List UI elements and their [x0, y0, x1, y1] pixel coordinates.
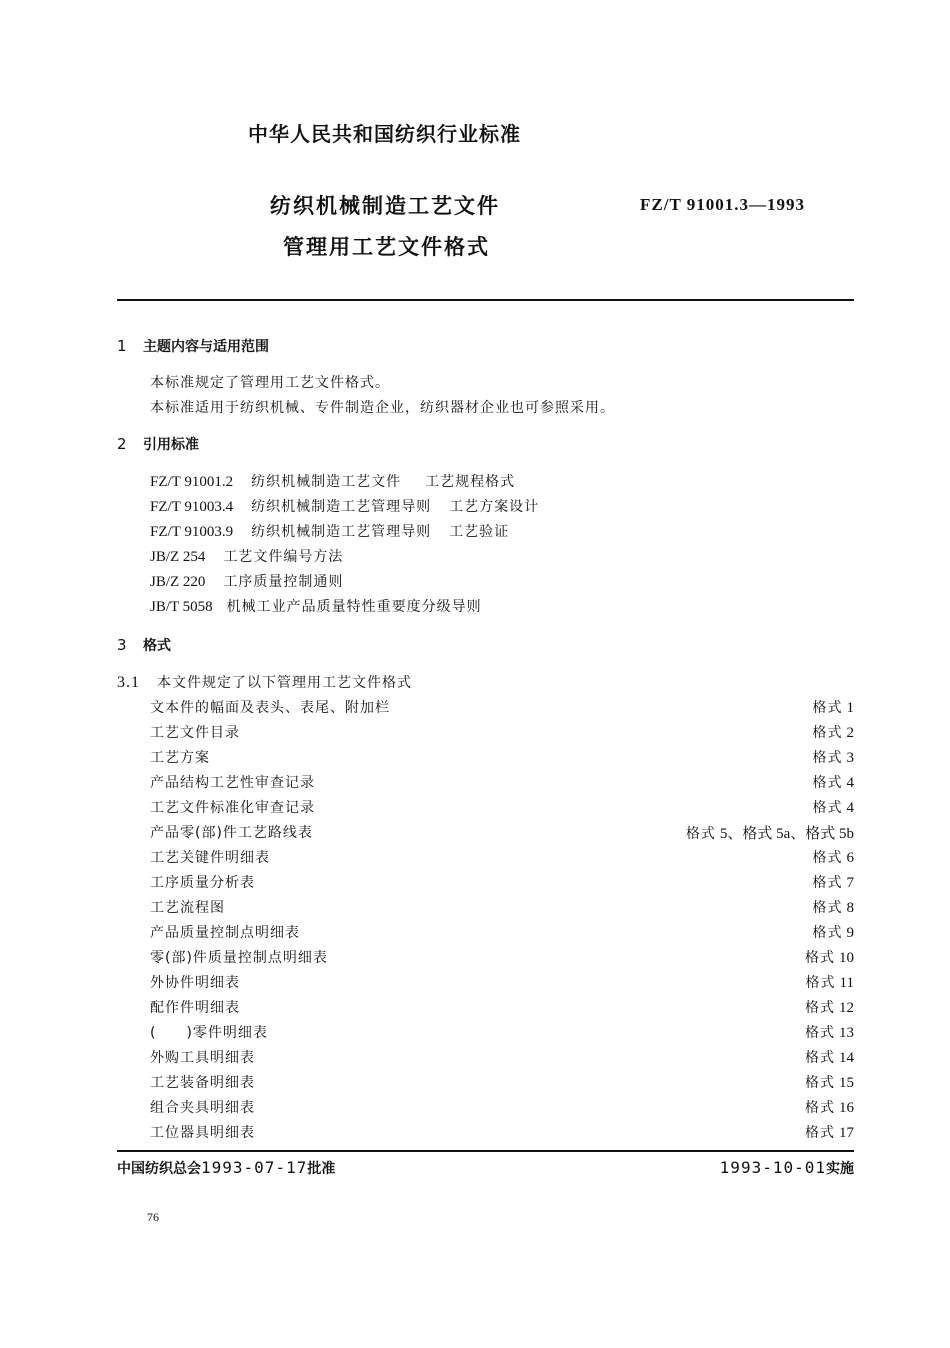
format-label: 格式 — [685, 826, 716, 842]
format-number: 17 — [839, 1125, 854, 1141]
reference-title: 纺织机械制造工艺管理导则 — [251, 499, 432, 515]
format-number: 8 — [846, 900, 854, 916]
reference-subtitle: 工艺验证 — [449, 524, 510, 540]
format-ref — [813, 897, 855, 917]
format-label: 格式 — [812, 700, 843, 716]
format-number: 15 — [839, 1075, 854, 1091]
reference-title: 纺织机械制造工艺管理导则 — [251, 524, 432, 540]
format-label: 格式 — [812, 925, 843, 941]
format-name: 工艺关键件明细表 — [150, 850, 270, 866]
reference-code: FZ/T 91001.2 — [150, 474, 234, 490]
format-row — [150, 1047, 854, 1067]
section1-heading — [117, 336, 269, 356]
format-label: 格式 — [812, 900, 843, 916]
format-number: 12 — [839, 1000, 854, 1016]
format-label: 格式 — [805, 1025, 835, 1041]
implementation-line — [720, 1158, 854, 1178]
bottom-divider — [117, 1150, 854, 1152]
format-row — [150, 747, 854, 767]
section2-heading — [117, 434, 199, 454]
format-ref — [813, 747, 855, 767]
reference-subtitle: 工艺规程格式 — [425, 474, 516, 490]
format-number: 10 — [839, 950, 854, 966]
format-number: 14 — [839, 1050, 854, 1066]
format-ref — [813, 922, 855, 942]
reference-title: 机械工业产品质量特性重要度分级导则 — [226, 599, 482, 615]
section3-heading — [117, 635, 171, 655]
format-label: 格式 — [805, 1125, 835, 1141]
format-name: 零(部)件质量控制点明细表 — [150, 950, 328, 966]
format-name: 组合夹具明细表 — [150, 1100, 255, 1116]
reference-code: FZ/T 91003.4 — [150, 499, 234, 515]
format-ref — [805, 997, 854, 1017]
issuer-header: 中华人民共和国纺织行业标准 — [248, 122, 521, 146]
reference-code: JB/T 5058 — [150, 599, 213, 615]
format-row — [150, 1022, 854, 1042]
section1-para1: 本标准规定了管理用工艺文件格式。 — [150, 375, 390, 391]
reference-title: 工艺文件编号方法 — [223, 549, 344, 565]
format-row — [150, 897, 854, 917]
format-ref — [813, 722, 855, 742]
format-row — [150, 1122, 854, 1142]
format-row — [150, 947, 854, 967]
format-number: 11 — [839, 975, 854, 991]
reference-subtitle: 工艺方案设计 — [449, 499, 540, 515]
approval-line — [117, 1158, 335, 1178]
format-number: 4 — [846, 800, 854, 816]
document-title-line1: 纺织机械制造工艺文件 — [270, 194, 500, 218]
format-number: 3 — [846, 750, 854, 766]
format-label: 格式 — [812, 750, 843, 766]
format-name: 工艺装备明细表 — [150, 1075, 255, 1091]
format-number: 9 — [846, 925, 854, 941]
section1-number: 1 — [117, 337, 127, 355]
format-number: 2 — [846, 725, 854, 741]
reference-code: FZ/T 91003.9 — [150, 524, 234, 540]
section2-title: 引用标准 — [143, 437, 199, 453]
page-number: 76 — [147, 1210, 159, 1224]
reference-item — [150, 546, 343, 566]
format-name: 工位器具明细表 — [150, 1125, 255, 1141]
format-label: 格式 — [812, 725, 843, 741]
format-label: 格式 — [805, 1000, 835, 1016]
format-label: 格式 — [812, 850, 843, 866]
format-row — [150, 922, 854, 942]
format-name: 产品零(部)件工艺路线表 — [150, 825, 313, 841]
format-name: 工序质量分析表 — [150, 875, 255, 891]
subsection-3-1 — [117, 672, 412, 692]
format-row — [150, 872, 854, 892]
format-name: 配作件明细表 — [150, 1000, 240, 1016]
reference-item — [150, 496, 539, 516]
format-name: 文本件的幅面及表头、表尾、附加栏 — [150, 700, 390, 716]
format-row — [150, 822, 854, 843]
format-label: 格式 — [805, 1075, 835, 1091]
reference-item — [150, 471, 515, 491]
implementation-date: 1993-10-01 — [719, 1158, 826, 1177]
format-name: 产品质量控制点明细表 — [150, 925, 300, 941]
format-row — [150, 697, 854, 717]
format-row — [150, 772, 854, 792]
format-label: 格式 — [805, 975, 836, 991]
reference-title: 纺织机械制造工艺文件 — [251, 474, 402, 490]
section1-para2: 本标准适用于纺织机械、专件制造企业，纺织器材企业也可参照采用。 — [150, 400, 615, 416]
format-name: 外协件明细表 — [150, 975, 240, 991]
format-label: 格式 — [805, 1050, 835, 1066]
subsection-title: 本文件规定了以下管理用工艺文件格式 — [157, 675, 412, 691]
format-row — [150, 1072, 854, 1092]
format-row — [150, 797, 854, 817]
format-ref — [805, 1072, 854, 1092]
format-name: 工艺流程图 — [150, 900, 225, 916]
format-row — [150, 997, 854, 1017]
format-label: 格式 — [812, 775, 843, 791]
format-name: 工艺文件标准化审查记录 — [150, 800, 315, 816]
format-label: 格式 — [812, 800, 843, 816]
section2-number: 2 — [117, 435, 127, 453]
reference-code: JB/Z 254 — [150, 549, 206, 565]
format-name: 工艺方案 — [150, 750, 210, 766]
format-ref — [813, 847, 855, 867]
format-label: 格式 — [812, 875, 843, 891]
section1-title: 主题内容与适用范围 — [143, 339, 269, 355]
format-ref — [805, 1097, 854, 1117]
format-row — [150, 722, 854, 742]
format-ref — [813, 797, 855, 817]
format-ref — [805, 947, 854, 967]
format-number: 16 — [839, 1100, 854, 1116]
format-row — [150, 972, 854, 992]
format-number: 1 — [846, 700, 854, 716]
reference-item — [150, 596, 482, 616]
top-divider — [117, 299, 854, 301]
format-name: ( )零件明细表 — [150, 1025, 268, 1041]
format-ref — [805, 1122, 854, 1142]
implementation-label: 实施 — [826, 1161, 854, 1177]
approval-label: 批准 — [307, 1161, 336, 1177]
format-number: 6 — [846, 850, 854, 866]
format-ref — [805, 1022, 854, 1042]
format-ref — [813, 872, 855, 892]
format-number: 13 — [839, 1025, 854, 1041]
format-row — [150, 1097, 854, 1117]
format-ref — [813, 697, 855, 717]
subsection-number: 3.1 — [117, 674, 140, 691]
reference-code: JB/Z 220 — [150, 574, 206, 590]
document-title-line2: 管理用工艺文件格式 — [283, 235, 490, 259]
approval-org: 中国纺织总会 — [117, 1161, 201, 1177]
format-ref — [805, 1047, 854, 1067]
reference-item — [150, 571, 343, 591]
format-label: 格式 — [805, 950, 835, 966]
format-number: 7 — [846, 875, 854, 891]
format-ref — [686, 822, 854, 843]
format-number: 5、格式 5a、格式 5b — [719, 826, 854, 842]
format-ref — [813, 772, 855, 792]
format-name: 工艺文件目录 — [150, 725, 240, 741]
section3-title: 格式 — [143, 638, 171, 654]
standard-number: FZ/T 91001.3—1993 — [640, 195, 805, 214]
section3-number: 3 — [117, 636, 127, 654]
approval-date: 1993-07-17 — [201, 1158, 308, 1177]
format-ref — [806, 972, 854, 992]
reference-title: 工序质量控制通则 — [223, 574, 344, 590]
format-name: 外购工具明细表 — [150, 1050, 255, 1066]
format-label: 格式 — [805, 1100, 835, 1116]
format-name: 产品结构工艺性审查记录 — [150, 775, 315, 791]
format-row — [150, 847, 854, 867]
reference-item — [150, 521, 509, 541]
format-number: 4 — [846, 775, 854, 791]
